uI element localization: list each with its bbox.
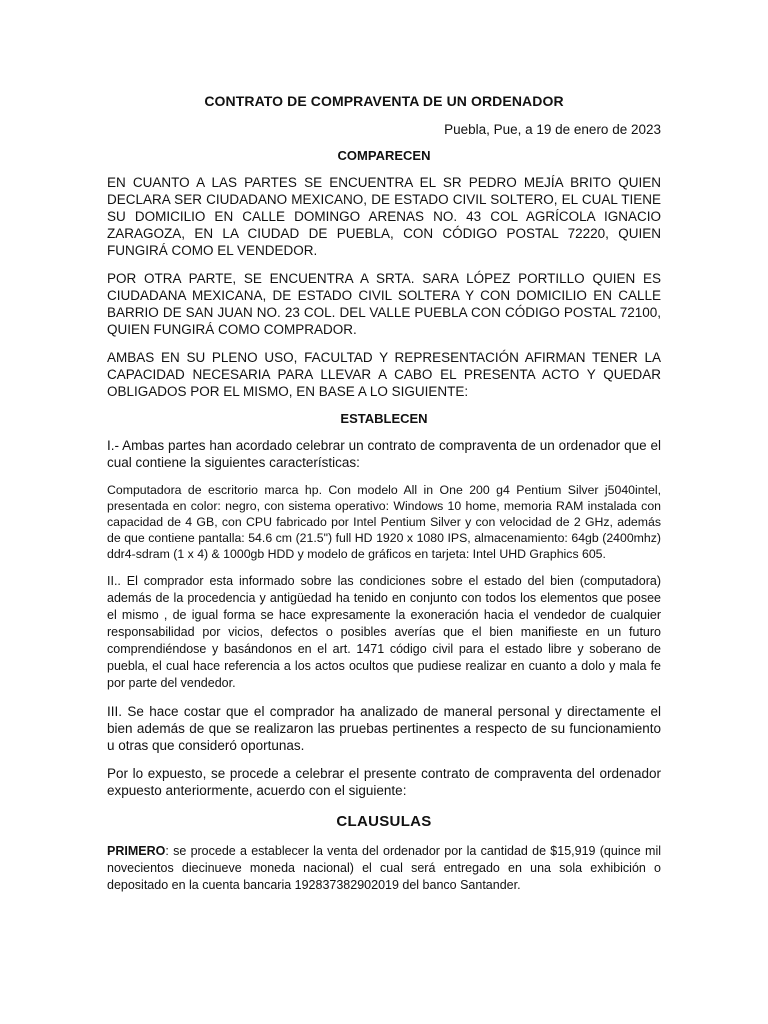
date-line: Puebla, Pue, a 19 de enero de 2023 <box>444 122 661 137</box>
paragraph-primero <box>107 843 661 894</box>
paragraph-seller: EN CUANTO A LAS PARTES SE ENCUENTRA EL SR PEDRO MEJÍA BRITO QUIEN DECLARA SER CIUDADANO MEXICANO, DE ESTADO CIVIL SOLTERO, EL CUAL TIENE SU DOMICILIO EN CALLE DOMINGO ARENAS NO. 43 COL AGRÍCOLA IGNACIO ZARAGOZA, EN LA CIUDAD DE PUEBLA, CON CÓDIGO POSTAL 72220, QUIEN FUNGIRÁ COMO EL VENDEDOR. <box>107 175 661 258</box>
paragraph-conclusion: Por lo expuesto, se procede a celebrar el presente contrato de compraventa del ordenador expuesto anteriormente, acuerdo con el siguiente: <box>107 766 661 798</box>
document-title: CONTRATO DE COMPRAVENTA DE UN ORDENADOR <box>204 93 564 109</box>
paragraph-capacity: AMBAS EN SU PLENO USO, FACULTAD Y REPRESENTACIÓN AFIRMAN TENER LA CAPACIDAD NECESARIA PARA LLEVAR A CABO EL PRESENTA ACTO Y QUEDAR OBLIGADOS POR EL MISMO, EN BASE A LO SIGUIENTE: <box>107 350 661 399</box>
paragraph-clause-3: III. Se hace costar que el comprador ha analizado de maneral personal y directamente el bien además de que se realizaron las pruebas pertinentes a respecto de su funcionamiento u otras que consideró oportunas. <box>107 704 661 753</box>
primero-label: PRIMERO <box>107 844 166 858</box>
paragraph-computer-specs: Computadora de escritorio marca hp. Con modelo All in One 200 g4 Pentium Silver j5040intel, presentada en color: negro, con sistema operativo: Windows 10 home, memoria RAM instalada con capacidad de 4 GB, con CPU fabricado por Intel Pentium Silver y con velocidad de 2 GHz, además de que contiene pantalla: 54.6 cm (21.5") full HD 1920 x 1080 IPS, almacenamiento: 64gb (2400mhz) ddr4-sdram (1 x 4) & 1000gb HDD y modelo de gráficos en tarjeta: Intel UHD Graphics 605. <box>107 483 661 561</box>
paragraph-clause-2: II.. El comprador esta informado sobre las condiciones sobre el estado del bien (computadora) además de la procedencia y antigüedad ha tenido en conjunto con todos los elementos que posee el mismo , de igual forma se hace expresamente la exoneración hacia el vendedor de cualquier responsabilidad por vicios, defectos o posibles averías que el bien manifieste en un futuro comprendiéndose y basándonos en el art. 1471 código civil para el estado libre y soberano de puebla, el cual hace referencia a los actos ocultos que pudiese realizar en cuanto a dolo y mala fe por parte del vendedor. <box>107 574 661 690</box>
paragraph-buyer: POR OTRA PARTE, SE ENCUENTRA A SRTA. SARA LÓPEZ PORTILLO QUIEN ES CIUDADANA MEXICANA, DE ESTADO CIVIL SOLTERA Y CON DOMICILIO EN CALLE BARRIO DE SAN JUAN NO. 23 COL. DEL VALLE PUEBLA CON CÓDIGO POSTAL 72100, QUIEN FUNGIRÁ COMO COMPRADOR. <box>107 271 661 337</box>
heading-establecen: ESTABLECEN <box>340 411 428 426</box>
paragraph-clause-1: I.- Ambas partes han acordado celebrar un contrato de compraventa de un ordenador que el cual contiene la siguientes características: <box>107 438 661 470</box>
heading-comparecen: COMPARECEN <box>337 148 431 163</box>
primero-text: : se procede a establecer la venta del ordenador por la cantidad de $15,919 (quince mil novecientos diecinueve moneda nacional) el cual será entregado en una sola exhibición o depositado en la cuenta bancaria 192837382902019 del banco Santander. <box>107 844 661 892</box>
heading-clausulas: CLAUSULAS <box>336 813 432 830</box>
